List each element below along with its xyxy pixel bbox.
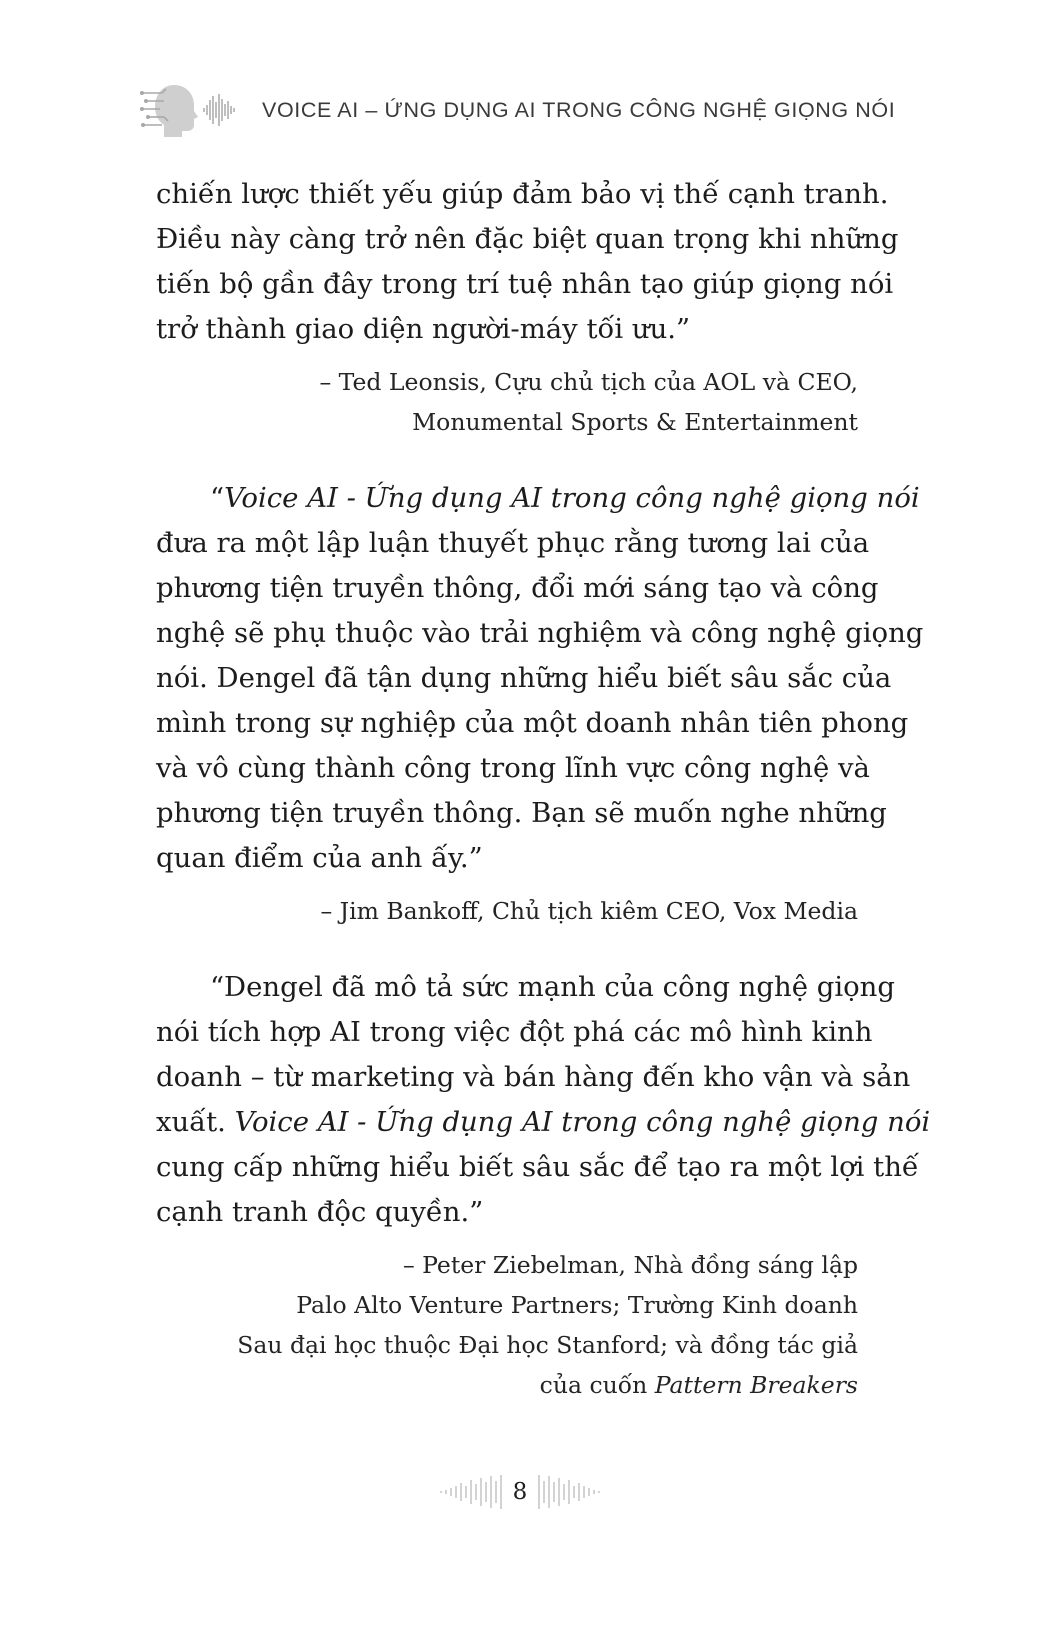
quote-line: tiến bộ gần đây trong trí tuệ nhân tạo giúp giọng nói: [156, 268, 894, 300]
ai-head-circuit-icon: [140, 81, 200, 139]
quote-line: đưa ra một lập luận thuyết phục rằng tương lai của: [156, 527, 870, 559]
open-quote: “: [210, 482, 225, 514]
page-footer: [420, 1470, 620, 1514]
book-title-italic: Voice AI - Ứng dụng AI trong công nghệ giọng nói: [224, 482, 920, 514]
quote-line: nói tích hợp AI trong việc đột phá các mô hình kinh: [156, 1016, 873, 1048]
attribution-line: – Jim Bankoff, Chủ tịch kiêm CEO, Vox Media: [320, 897, 858, 925]
quote-peter-ziebelman: [156, 965, 931, 1235]
quote-line: quan điểm của anh ấy.”: [156, 842, 483, 874]
quote-line: “Dengel đã mô tả sức mạnh của công nghệ giọng: [210, 971, 895, 1003]
quote-line: Điều này càng trở nên đặc biệt quan trọng khi những: [156, 223, 899, 255]
attribution-line: – Ted Leonsis, Cựu chủ tịch của AOL và CEO,: [319, 368, 858, 396]
quote-ted-leonsis: [156, 172, 899, 352]
quote-line: [156, 1100, 931, 1145]
quote-line: [156, 476, 920, 521]
quote-line: chiến lược thiết yếu giúp đảm bảo vị thế cạnh tranh.: [156, 178, 889, 210]
running-header: [140, 80, 920, 140]
quote-line: và vô cùng thành công trong lĩnh vực công nghệ và: [156, 752, 870, 784]
quote-line: mình trong sự nghiệp của một doanh nhân tiên phong: [156, 707, 909, 739]
header-title: VOICE AI – ỨNG DỤNG AI TRONG CÔNG NGHỆ GIỌNG NÓI: [262, 97, 896, 122]
attribution-line: Monumental Sports & Entertainment: [412, 408, 858, 436]
book-title-italic: Pattern Breakers: [654, 1371, 858, 1399]
soundwave-left-icon: [437, 1472, 507, 1512]
attribution-text: của cuốn: [539, 1371, 655, 1399]
quote-line: nói. Dengel đã tận dụng những hiểu biết sâu sắc của: [156, 662, 892, 694]
quote-line: nghệ sẽ phụ thuộc vào trải nghiệm và công nghệ giọng: [156, 617, 924, 649]
attribution-line: Sau đại học thuộc Đại học Stanford; và đồng tác giả: [237, 1331, 858, 1359]
book-title-italic: Voice AI - Ứng dụng AI trong công nghệ giọng nói: [234, 1106, 931, 1138]
soundwave-right-icon: [533, 1472, 603, 1512]
quote-line: phương tiện truyền thông. Bạn sẽ muốn nghe những: [156, 797, 887, 829]
quote-text: xuất.: [156, 1106, 235, 1138]
attribution-jim-bankoff: [156, 891, 858, 931]
attribution-peter-ziebelman: [156, 1245, 858, 1405]
quote-line: doanh – từ marketing và bán hàng đến kho vận và sản: [156, 1061, 911, 1093]
quote-line: cạnh tranh độc quyền.”: [156, 1196, 484, 1228]
quote-line: phương tiện truyền thông, đổi mới sáng tạo và công: [156, 572, 879, 604]
attribution-line: [156, 1365, 858, 1405]
quote-line: cung cấp những hiểu biết sâu sắc để tạo ra một lợi thế: [156, 1151, 919, 1183]
attribution-line: – Peter Ziebelman, Nhà đồng sáng lập: [402, 1251, 858, 1279]
attribution-line: Palo Alto Venture Partners; Trường Kinh doanh: [296, 1291, 858, 1319]
page-number: 8: [512, 1479, 528, 1505]
soundwave-icon: [202, 90, 238, 130]
page-body: [156, 172, 931, 1405]
attribution-ted-leonsis: [156, 362, 858, 442]
quote-line: trở thành giao diện người-máy tối ưu.”: [156, 313, 691, 345]
quote-jim-bankoff: [156, 476, 924, 881]
